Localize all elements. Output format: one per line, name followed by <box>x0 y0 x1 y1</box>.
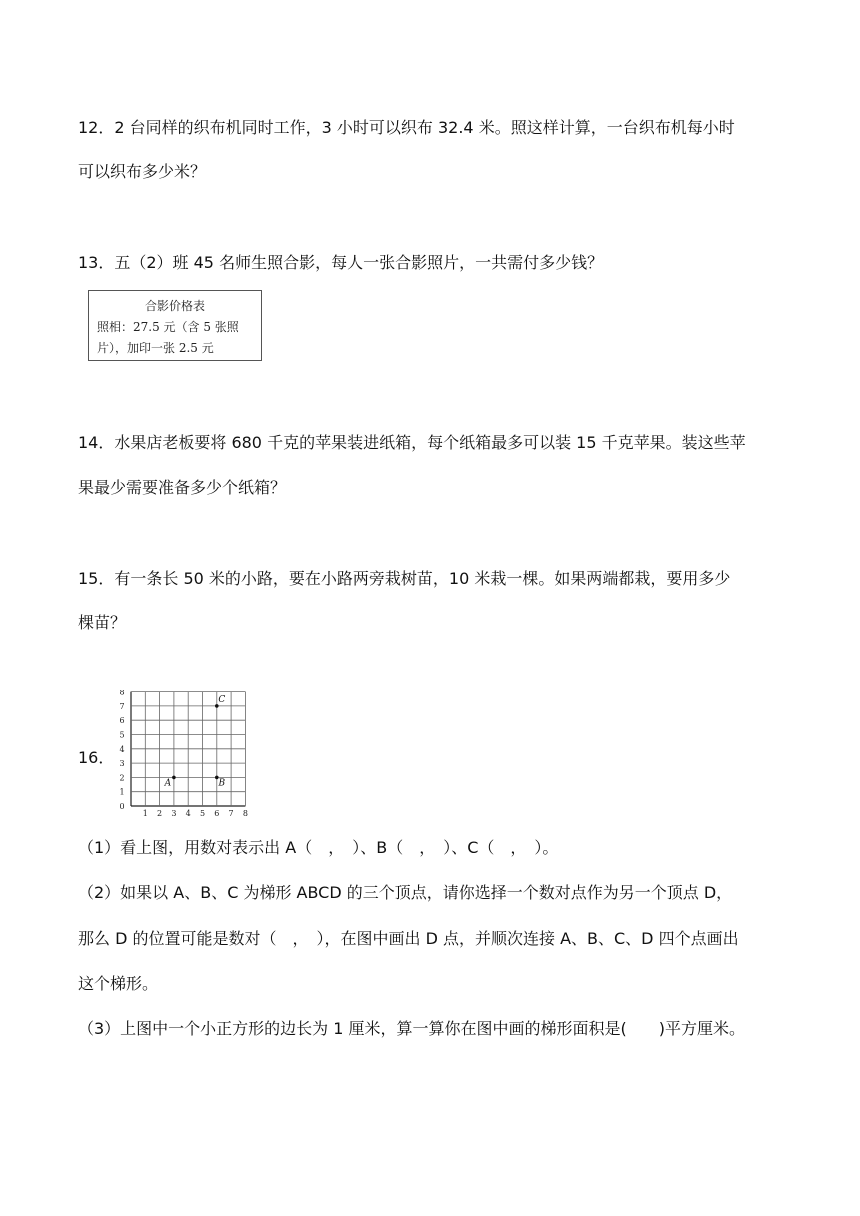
q16-part-1: （1）看上图，用数对表示出 A（ ， ）、B（ ， ）、C（ ， ）。 <box>78 838 559 857</box>
point-a <box>172 776 176 780</box>
x-tick-label: 6 <box>214 809 220 818</box>
x-tick-label: 1 <box>142 809 148 818</box>
q16-part-2-line-2: 那么 D 的位置可能是数对（ ， ），在图中画出 D 点，并顺次连接 A、B、C、D 四个点画出 <box>78 929 739 948</box>
y-tick-label: 1 <box>119 787 125 797</box>
q13-line-1: 13．五（2）班 45 名师生照合影，每人一张合影照片，一共需付多少钱？ <box>78 253 604 272</box>
x-tick-label: 5 <box>199 809 206 818</box>
coordinate-grid <box>112 690 257 820</box>
q14-line-1: 14．水果店老板要将 680 千克的苹果装进纸箱，每个纸箱最多可以装 15 千克苹果。装这些苹 <box>78 433 746 452</box>
q15-line-2: 棵苗？ <box>78 613 127 632</box>
q12-line-2: 可以织布多少米？ <box>78 162 207 181</box>
q16-number: 16． <box>78 748 115 767</box>
x-tick-label: 0 <box>119 802 125 811</box>
x-tick-label: 2 <box>157 809 163 818</box>
x-tick-label: 7 <box>228 809 234 818</box>
y-tick-label: 8 <box>119 690 125 697</box>
q16-part-2-line-1: （2）如果以 A、B、C 为梯形 ABCD 的三个顶点，请你选择一个数对点作为另一个顶点 D， <box>78 883 733 902</box>
point-label-b: B <box>218 778 226 789</box>
price-table-line-1: 照相：27.5 元（含 5 张照 <box>97 320 239 334</box>
point-label-a: A <box>164 778 172 789</box>
x-tick-label: 3 <box>171 809 177 818</box>
y-tick-label: 3 <box>119 759 125 769</box>
q14-line-2: 果最少需要准备多少个纸箱？ <box>78 478 287 497</box>
q16-part-2-line-3: 这个梯形。 <box>78 974 159 993</box>
q15-line-1: 15．有一条长 50 米的小路，要在小路两旁栽树苗，10 米栽一棵。如果两端都栽，要用多少 <box>78 569 731 588</box>
point-label-c: C <box>218 694 226 705</box>
y-tick-label: 4 <box>119 744 125 754</box>
price-table <box>88 290 262 361</box>
x-tick-label: 8 <box>242 809 248 818</box>
price-table-line-2: 片），加印一张 2.5 元 <box>97 341 214 355</box>
y-tick-label: 5 <box>119 730 125 740</box>
y-tick-label: 7 <box>119 701 125 711</box>
price-table-title: 合影价格表 <box>144 299 205 313</box>
y-tick-label: 6 <box>119 716 125 726</box>
y-tick-label: 2 <box>119 773 125 783</box>
x-tick-label: 4 <box>185 809 191 818</box>
q16-part-3: （3）上图中一个小正方形的边长为 1 厘米，算一算你在图中画的梯形面积是( )平方厘米。 <box>78 1019 746 1038</box>
q12-line-1: 12．2 台同样的织布机同时工作，3 小时可以织布 32.4 米。照这样计算，一台织布机每小时 <box>78 118 735 137</box>
